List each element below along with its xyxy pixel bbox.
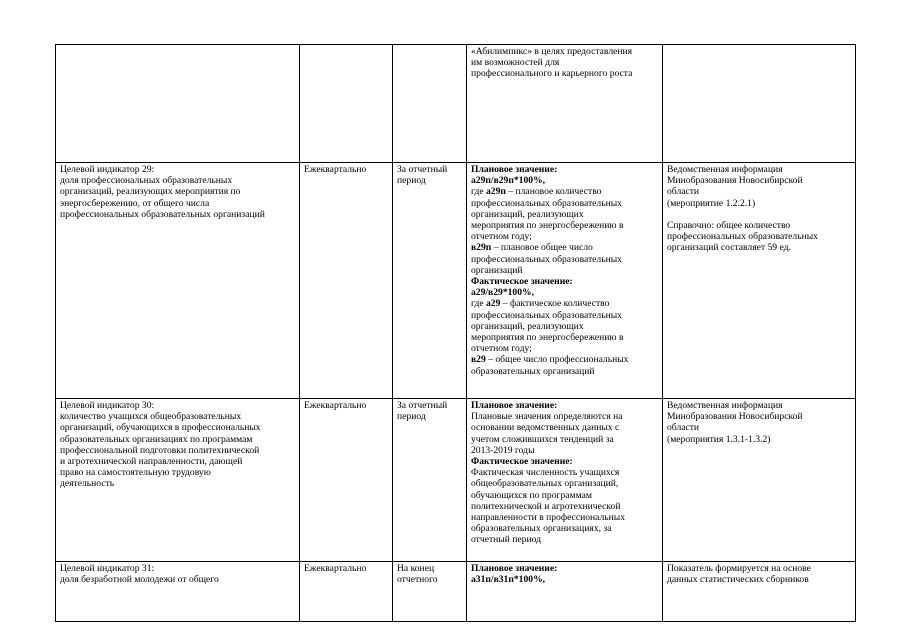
method-text: Плановое значение: — [471, 164, 558, 175]
source-cell — [663, 399, 856, 562]
method-text: Плановое значение: — [471, 400, 558, 411]
indicator-line: доля безработной молодежи от общего — [60, 574, 219, 586]
indicator-line: и агротехнической направленности, дающей — [60, 456, 243, 468]
method-line — [471, 501, 658, 512]
source-line: Ведомственная информация — [667, 400, 783, 411]
method-cell — [467, 562, 663, 622]
indicator-line: право на самостоятельную трудовую — [60, 467, 211, 479]
method-text: Плановые значения определяются на — [471, 411, 623, 423]
period-line: На конец — [397, 563, 435, 574]
period-cell — [393, 399, 467, 562]
source-line: Показатель формируется на основе — [667, 563, 811, 574]
indicator-cell — [56, 562, 300, 622]
method-text: основании ведомственных данных с — [471, 422, 620, 434]
method-line — [471, 563, 658, 574]
method-text: профессиональных образовательных — [471, 253, 622, 265]
frequency-cell — [300, 562, 393, 622]
method-line — [471, 434, 658, 445]
method-line — [471, 534, 658, 545]
source-line: Минобразования Новосибирской — [667, 411, 803, 423]
indicator-line: организаций, обучающихся в профессиональных — [60, 422, 261, 434]
method-line — [471, 354, 658, 365]
method-text: отчетный период — [471, 534, 541, 546]
method-text: общеобразовательных организаций, — [471, 478, 619, 490]
method-line — [471, 242, 658, 253]
method-line — [471, 209, 658, 220]
indicator-line: Целевой индикатор 29: — [60, 164, 155, 175]
method-line — [471, 186, 658, 197]
source-line: (мероприятия 1.3.1-1.3.2) — [667, 433, 771, 445]
method-line — [471, 445, 658, 456]
method-line — [471, 411, 658, 422]
method-text: 2013-2019 годы — [471, 444, 535, 456]
method-variable: в29 — [471, 354, 486, 366]
source-line: Ведомственная информация — [667, 164, 783, 175]
method-line — [471, 422, 658, 433]
period-cell — [393, 45, 467, 163]
method-text: профессионального и карьерного роста — [471, 68, 633, 80]
method-variable: а29п — [486, 186, 506, 198]
indicator-line: профессиональных образовательных организаций — [60, 208, 265, 220]
indicators-table — [55, 44, 856, 622]
indicator-line: организаций, реализующих мероприятия по — [60, 186, 241, 198]
period-line: За отчетный — [397, 400, 448, 411]
method-text: образовательных организаций — [471, 365, 595, 377]
method-text: а31п/в31п*100%, — [471, 574, 546, 586]
method-line — [471, 175, 658, 186]
method-text: направленности в профессиональных — [471, 512, 626, 524]
source-line: области — [667, 186, 700, 198]
source-line: области — [667, 422, 700, 434]
method-prefix: где — [471, 298, 486, 310]
method-text: а29п/в29п*100%, — [471, 175, 546, 187]
method-prefix: где — [471, 186, 486, 198]
method-text: Фактическая численность учащихся — [471, 467, 620, 479]
method-variable: в29п — [471, 242, 492, 254]
source-line — [667, 209, 851, 220]
method-line — [471, 490, 658, 501]
indicator-line: энергосбережению, от общего числа — [60, 197, 210, 209]
source-cell — [663, 163, 856, 399]
method-line — [471, 366, 658, 377]
method-text: Плановое значение: — [471, 563, 558, 574]
table-row — [56, 163, 856, 399]
method-variable: а29 — [486, 298, 501, 310]
source-line: Минобразования Новосибирской — [667, 175, 803, 187]
method-text: мероприятия по энергосбережению в — [471, 332, 624, 344]
period-line: период — [397, 411, 426, 423]
indicator-line: Целевой индикатор 31: — [60, 563, 155, 574]
indicator-cell — [56, 163, 300, 399]
method-text: мероприятия по энергосбережению в — [471, 220, 624, 232]
method-line — [471, 523, 658, 534]
indicator-line: образовательных организациях по программам — [60, 433, 253, 445]
indicator-line: Целевой индикатор 30: — [60, 400, 155, 411]
method-line — [471, 198, 658, 209]
source-cell — [663, 45, 856, 163]
period-line: За отчетный — [397, 164, 448, 175]
period-line: период — [397, 175, 426, 187]
table-row — [56, 45, 856, 163]
method-text: образовательных организациях, за — [471, 523, 612, 535]
method-line — [471, 46, 658, 57]
source-cell — [663, 562, 856, 622]
method-text: организаций — [471, 264, 523, 276]
indicator-line: профессиональной подготовки политехнической — [60, 444, 260, 456]
frequency-cell — [300, 45, 393, 163]
indicators-table-body — [56, 45, 856, 622]
method-text: отчетном году; — [471, 231, 532, 243]
table-row — [56, 399, 856, 562]
frequency-cell — [300, 399, 393, 562]
table-row — [56, 562, 856, 622]
method-line — [471, 298, 658, 309]
method-text: профессиональных образовательных — [471, 197, 622, 209]
source-line: Справочно: общее количество — [667, 220, 791, 231]
method-line — [471, 57, 658, 68]
method-text: – плановое количество — [505, 186, 602, 198]
method-text: профессиональных образовательных — [471, 309, 622, 321]
source-line: профессиональных образовательных — [667, 231, 818, 243]
method-line — [471, 478, 658, 489]
period-cell — [393, 562, 467, 622]
frequency-line: Ежеквартально — [304, 563, 367, 574]
method-text: Фактическое значение: — [471, 456, 573, 468]
method-text: а29/в29*100%, — [471, 287, 535, 299]
frequency-cell — [300, 163, 393, 399]
method-line — [471, 512, 658, 523]
method-line — [471, 332, 658, 343]
method-text: политехнической и агротехнической — [471, 500, 621, 512]
frequency-line: Ежеквартально — [304, 164, 367, 175]
method-text: – плановое общее число — [491, 242, 593, 254]
method-line — [471, 343, 658, 354]
method-line — [471, 164, 658, 175]
method-text: организаций, реализующих — [471, 208, 584, 220]
method-line — [471, 321, 658, 332]
method-text: обучающихся по программам — [471, 489, 592, 501]
method-line — [471, 276, 658, 287]
indicator-cell — [56, 399, 300, 562]
method-line — [471, 220, 658, 231]
method-line — [471, 68, 658, 79]
method-text: – фактическое количество — [500, 298, 610, 310]
method-line — [471, 467, 658, 478]
method-text: Фактическое значение: — [471, 276, 573, 288]
method-text: – общее число профессиональных — [485, 354, 629, 366]
source-line: (мероприятие 1.2.2.1) — [667, 197, 756, 209]
indicator-line: деятельность — [60, 478, 115, 490]
method-text: организаций, реализующих — [471, 320, 584, 332]
method-cell — [467, 399, 663, 562]
method-line — [471, 231, 658, 242]
period-line: отчетного — [397, 574, 438, 586]
method-cell — [467, 163, 663, 399]
indicator-cell — [56, 45, 300, 163]
method-text: отчетном году; — [471, 343, 532, 355]
indicator-line: доля профессиональных образовательных — [60, 175, 233, 187]
method-cell — [467, 45, 663, 163]
indicator-line: количество учащихся общеобразовательных — [60, 411, 242, 423]
source-line: данных статистических сборников — [667, 574, 809, 586]
method-line — [471, 310, 658, 321]
method-text: учетом сложившихся тенденций за — [471, 433, 614, 445]
method-line — [471, 400, 658, 411]
source-line: организаций составляет 59 ед. — [667, 242, 791, 254]
period-cell — [393, 163, 467, 399]
method-line — [471, 254, 658, 265]
frequency-line: Ежеквартально — [304, 400, 367, 411]
method-text: «Абилимпикс» в целях предоставления — [471, 46, 633, 57]
method-text: им возможностей для — [471, 57, 560, 69]
method-line — [471, 456, 658, 467]
method-line — [471, 574, 658, 585]
method-line — [471, 265, 658, 276]
method-line — [471, 287, 658, 298]
